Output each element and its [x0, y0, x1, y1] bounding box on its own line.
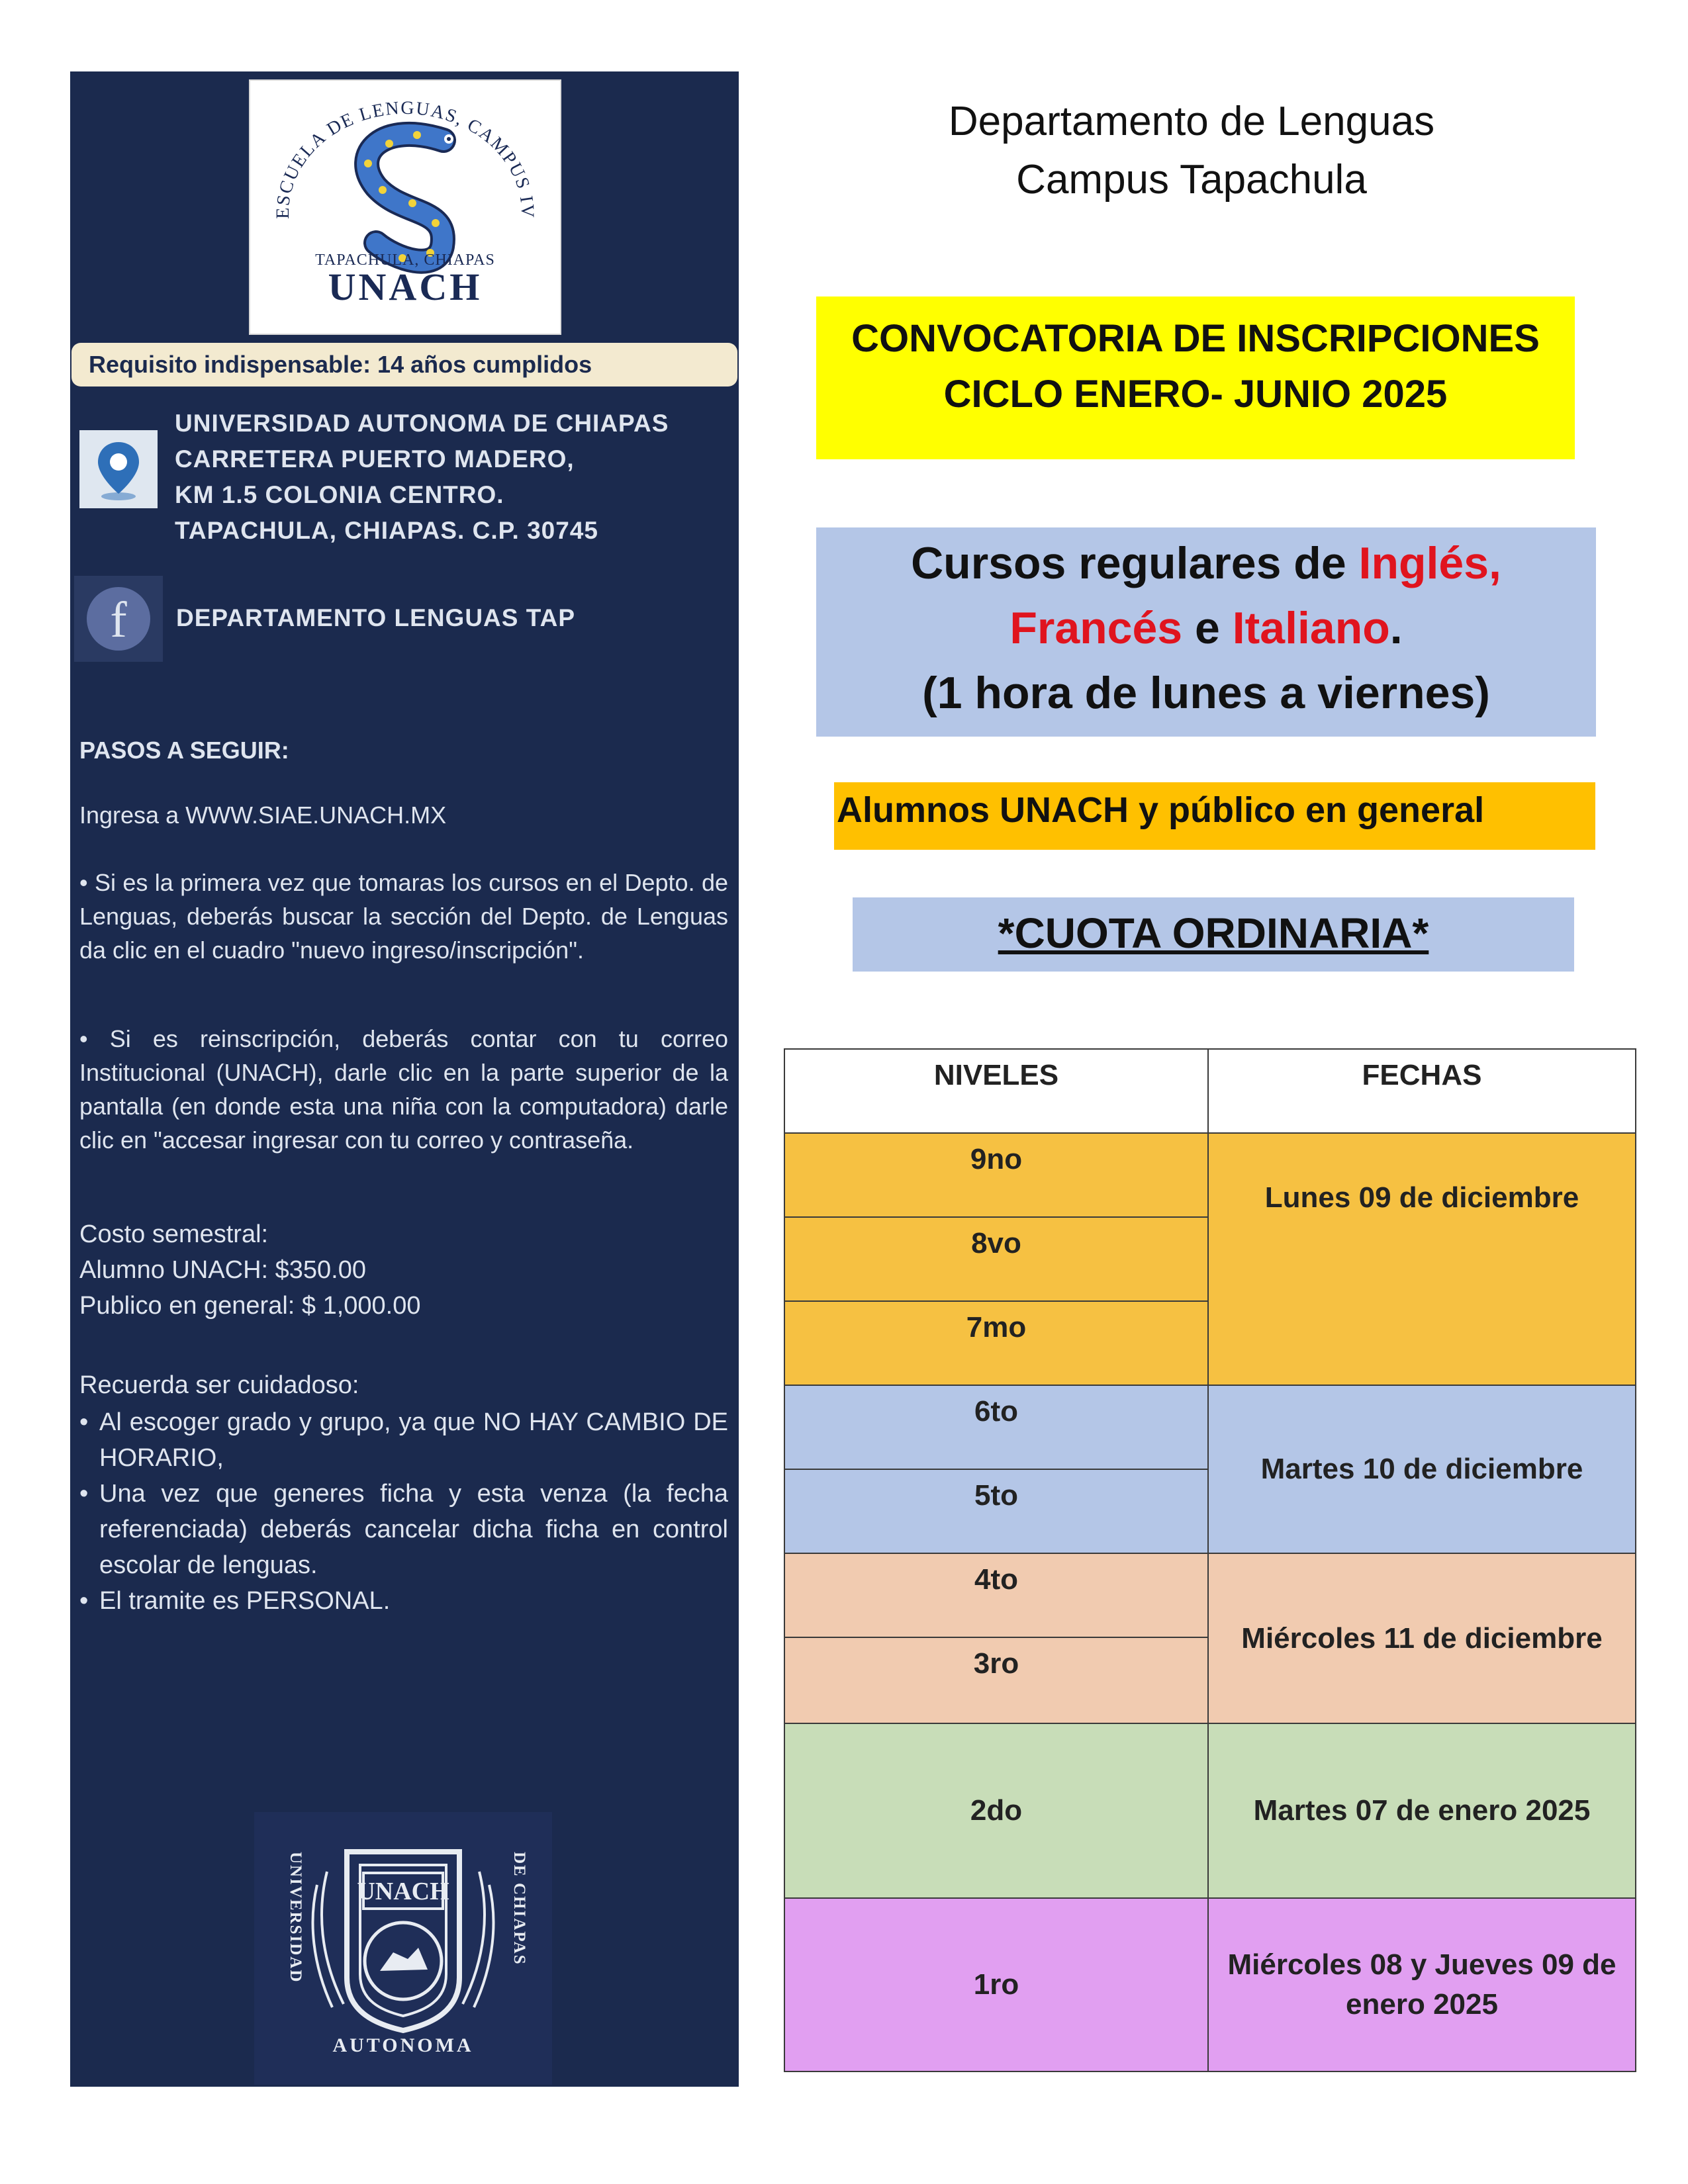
age-requirement-banner: Requisito indispensable: 14 años cumplidos: [71, 343, 737, 387]
university-seal: [254, 1812, 552, 2085]
table-row: [784, 1723, 1636, 1898]
date-cell: Martes 10 de diciembre: [1208, 1385, 1636, 1553]
schedule-table: [784, 1048, 1636, 2072]
cost-title: Costo semestral:: [79, 1220, 269, 1248]
level-cell: 7mo: [784, 1301, 1208, 1385]
table-header-row: [784, 1049, 1636, 1133]
courses-prefix: Cursos regulares de: [911, 538, 1359, 588]
courses-schedule: (1 hora de lunes a viernes): [922, 668, 1490, 718]
courses-banner: [816, 527, 1596, 737]
courses-line: [816, 596, 1596, 660]
info-sidebar: [70, 71, 739, 2087]
address-line: CARRETERA PUERTO MADERO,: [175, 445, 575, 473]
level-cell: 6to: [784, 1385, 1208, 1469]
convocatoria-cycle: CICLO ENERO- JUNIO 2025: [943, 373, 1448, 416]
courses-period: .: [1389, 603, 1403, 653]
logo-city-text: TAPACHULA, CHIAPAS: [315, 251, 495, 269]
date-cell: Martes 07 de enero 2025: [1208, 1723, 1636, 1898]
department-title: Departamento de Lenguas: [948, 99, 1435, 144]
seal-bottom-text: AUTONOMA: [332, 2034, 474, 2056]
audience-banner: Alumnos UNACH y público en general: [834, 782, 1595, 850]
reminder-item: • Una vez que generes ficha y esta venza (la fecha referenciada) deberás cancelar dicha ficha en control escolar de lenguas.: [79, 1476, 728, 1583]
fee-banner: [853, 897, 1574, 972]
reminder-item: • Al escoger grado y grupo, ya que NO HAY CAMBIO DE HORARIO,: [79, 1404, 728, 1476]
seal-right-text: DE CHIAPAS: [510, 1852, 528, 1966]
courses-line: [816, 531, 1596, 596]
steps-url[interactable]: Ingresa a WWW.SIAE.UNACH.MX: [79, 801, 447, 829]
cost-unach: Alumno UNACH: $350.00: [79, 1256, 366, 1284]
facebook-page-label[interactable]: DEPARTAMENTO LENGUAS TAP: [176, 604, 575, 631]
seal-center-text: UNACH: [357, 1878, 449, 1905]
level-cell: 1ro: [784, 1898, 1208, 2071]
language-italian: Italiano: [1232, 603, 1390, 653]
header-fechas: FECHAS: [1208, 1049, 1636, 1133]
svg-text:f: f: [110, 592, 127, 648]
reminder-item: • El tramite es PERSONAL.: [79, 1583, 728, 1619]
convocatoria-title: CONVOCATORIA DE INSCRIPCIONES: [851, 317, 1540, 360]
language-french: Francés: [1009, 603, 1183, 653]
fee-label: *CUOTA ORDINARIA*: [998, 909, 1429, 957]
seal-left-text: UNIVERSIDAD: [287, 1852, 305, 1983]
level-cell: 2do: [784, 1723, 1208, 1898]
table-row: [784, 1385, 1636, 1469]
location-pin-icon: [79, 430, 158, 508]
campus-title: Campus Tapachula: [1016, 157, 1367, 203]
date-cell: Miércoles 08 y Jueves 09 de enero 2025: [1208, 1898, 1636, 2071]
level-cell: 8vo: [784, 1217, 1208, 1301]
table-row: [784, 1133, 1636, 1217]
logo-arc-text: ESCUELA DE LENGUAS, CAMPUS IV: [272, 97, 538, 219]
step-first-time: • Si es la primera vez que tomaras los cursos en el Depto. de Lenguas, deberás buscar la sección del Depto. de Lenguas da clic en el cuadro "nuevo ingreso/inscripción".: [79, 869, 728, 964]
cost-block: [79, 1216, 728, 1324]
table-row: [784, 1553, 1636, 1637]
steps-title: PASOS A SEGUIR:: [79, 737, 289, 764]
reminder-title: Recuerda ser cuidadoso:: [79, 1371, 359, 1399]
facebook-icon[interactable]: [74, 576, 163, 662]
language-english: Inglés,: [1358, 538, 1501, 588]
header-niveles: NIVELES: [784, 1049, 1208, 1133]
address-line: UNIVERSIDAD AUTONOMA DE CHIAPAS: [175, 410, 669, 437]
convocatoria-banner: [816, 296, 1575, 459]
reminder-list: [79, 1404, 728, 1619]
address-line: TAPACHULA, CHIAPAS. C.P. 30745: [175, 517, 598, 544]
level-cell: 4to: [784, 1553, 1208, 1637]
table-row: [784, 1898, 1636, 2071]
address-block: [175, 406, 669, 549]
cost-public: Publico en general: $ 1,000.00: [79, 1292, 421, 1320]
level-cell: 5to: [784, 1469, 1208, 1553]
school-logo: [249, 79, 561, 335]
address-line: KM 1.5 COLONIA CENTRO.: [175, 481, 504, 508]
level-cell: 9no: [784, 1133, 1208, 1217]
date-cell: Lunes 09 de diciembre: [1208, 1133, 1636, 1385]
courses-conjunction: e: [1182, 603, 1233, 653]
logo-unach-text: UNACH: [328, 265, 483, 308]
level-cell: 3ro: [784, 1637, 1208, 1723]
step-reenroll: • Si es reinscripción, deberás contar con tu correo Institucional (UNACH), darle clic en la parte superior de la pantalla (en donde esta una niña con la computadora) darle clic en "accesar ingresar con tu correo y contraseña.: [79, 1025, 728, 1154]
date-cell: Miércoles 11 de diciembre: [1208, 1553, 1636, 1723]
